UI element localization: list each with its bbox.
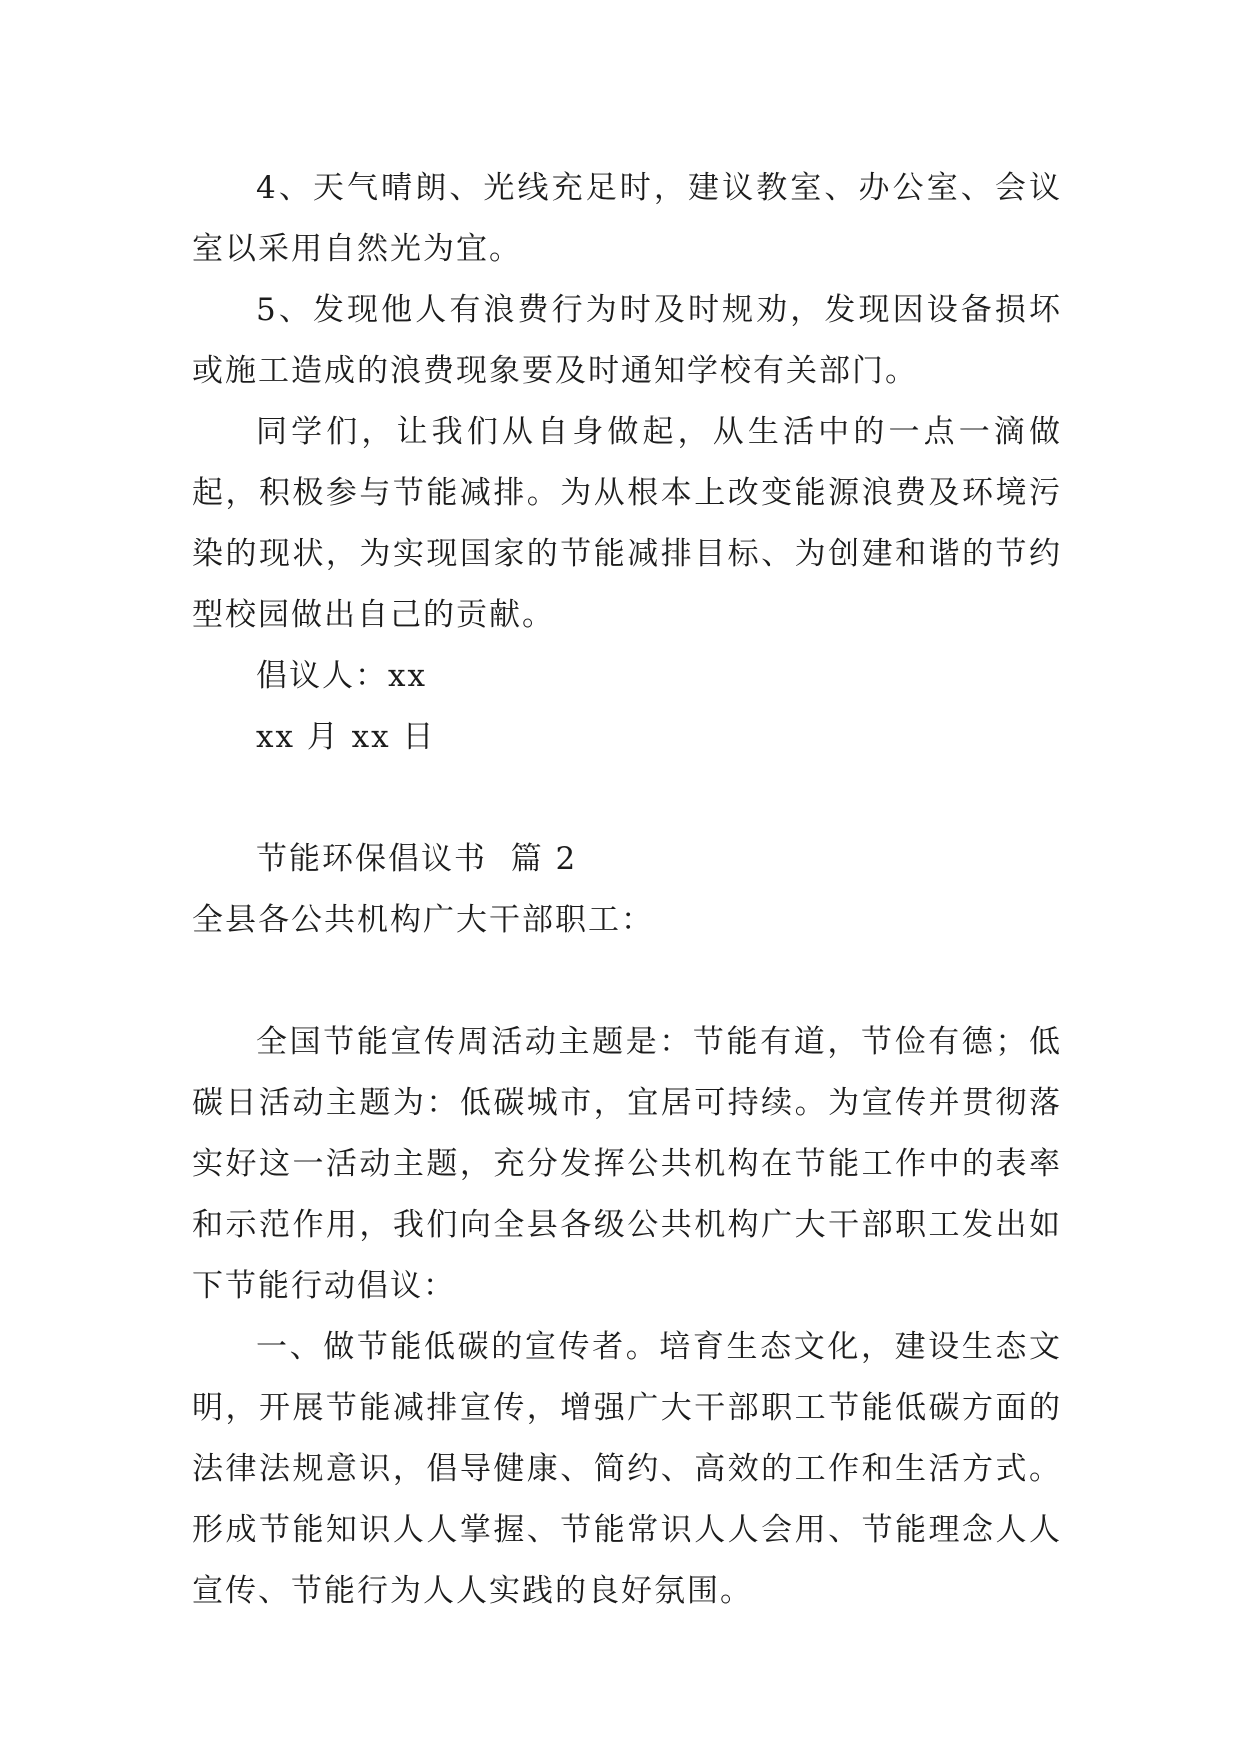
paragraph-point-1: 一、做节能低碳的宣传者。培育生态文化，建设生态文明，开展节能减排宣传，增强广大干部职工节能低碳方面的法律法规意识，倡导健康、简约、高效的工作和生活方式。形成节能知识人人掌握、节能常识人人会用、节能理念人人宣传、节能行为人人实践的良好氛围。 <box>192 1329 1062 1609</box>
paragraph-item-5: 5、发现他人有浪费行为时及时规劝，发现因设备损坏或施工造成的浪费现象要及时通知学校有关部门。 <box>192 292 1062 389</box>
paragraph-intro: 全国节能宣传周活动主题是：节能有道，节俭有德；低碳日活动主题为：低碳城市，宜居可持续。为宣传并贯彻落实好这一活动主题，充分发挥公共机构在节能工作中的表率和示范作用，我们向全县各级公共机构广大干部职工发出如下节能行动倡议： <box>192 1024 1062 1304</box>
date-line: xx 月 xx 日 <box>256 719 436 755</box>
signer-line: 倡议人：xx <box>256 658 427 694</box>
document-body <box>192 158 1062 1622</box>
paragraph-item-4: 4、天气晴朗、光线充足时，建议教室、办公室、会议室以采用自然光为宜。 <box>192 170 1062 267</box>
section-heading: 节能环保倡议书 篇 2 <box>256 841 578 877</box>
paragraph-closing: 同学们，让我们从自身做起，从生活中的一点一滴做起，积极参与节能减排。为从根本上改变能源浪费及环境污染的现状，为实现国家的节能减排目标、为创建和谐的节约型校园做出自己的贡献。 <box>192 414 1062 633</box>
salutation-line: 全县各公共机构广大干部职工： <box>192 902 654 938</box>
